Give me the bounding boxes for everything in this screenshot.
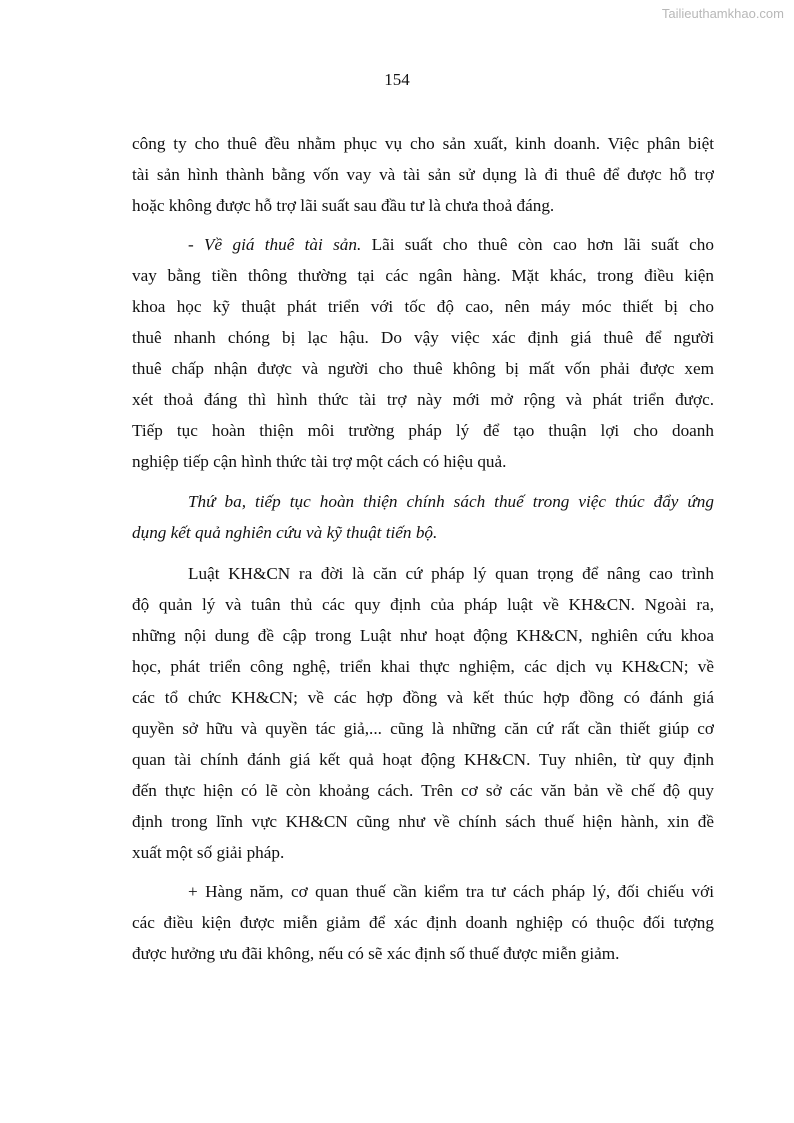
text-line: quyền sở hữu và quyền tác giả,... cũng là những căn cứ rất cần thiết giúp cơ xyxy=(132,719,714,738)
text-line: các tổ chức KH&CN; về các hợp đồng và kết thúc hợp đồng có đánh giá xyxy=(132,688,714,707)
paragraph-4 xyxy=(132,558,714,868)
text-line: xuất một số giải pháp. xyxy=(132,843,285,862)
paragraph-5 xyxy=(132,876,714,969)
text-line: học, phát triển công nghệ, triển khai thực nghiệm, các dịch vụ KH&CN; về xyxy=(132,657,714,676)
text-line: được hưởng ưu đãi không, nếu có sẽ xác định số thuế được miễn giảm. xyxy=(132,944,620,963)
text-line: Thứ ba, tiếp tục hoàn thiện chính sách thuế trong việc thúc đẩy ứng xyxy=(188,492,714,511)
text-line: khoa học kỹ thuật phát triển với tốc độ cao, nên máy móc thiết bị cho xyxy=(132,297,714,316)
text-line xyxy=(132,229,714,260)
text-line: tài sản hình thành bằng vốn vay và tài sản sử dụng là đi thuê để được hỗ trợ xyxy=(132,165,714,184)
text-line: dụng kết quả nghiên cứu và kỹ thuật tiến bộ. xyxy=(132,523,438,542)
paragraph-1 xyxy=(132,128,714,221)
text-line: định trong lĩnh vực KH&CN cũng như về chính sách thuế hiện hành, xin đề xyxy=(132,812,714,831)
paragraph-2 xyxy=(132,229,714,477)
text-line: quan tài chính đánh giá kết quả hoạt động KH&CN. Tuy nhiên, từ quy định xyxy=(132,750,714,769)
text-line: nghiệp tiếp cận hình thức tài trợ một cách có hiệu quả. xyxy=(132,452,507,471)
lead-rest: Lãi suất cho thuê còn cao hơn lãi suất cho xyxy=(361,235,714,254)
text-line: những nội dung đề cập trong Luật như hoạt động KH&CN, nghiên cứu khoa xyxy=(132,626,714,645)
text-line: Tiếp tục hoàn thiện môi trường pháp lý để tạo thuận lợi cho doanh xyxy=(132,421,714,440)
watermark: Tailieuthamkhao.com xyxy=(661,6,784,21)
paragraph-3-italic-heading xyxy=(132,486,714,548)
text-line: hoặc không được hỗ trợ lãi suất sau đầu tư là chưa thoả đáng. xyxy=(132,196,555,215)
text-line: các điều kiện được miễn giảm để xác định doanh nghiệp có thuộc đối tượng xyxy=(132,913,714,932)
page-number: 154 xyxy=(384,70,410,89)
text-line: Luật KH&CN ra đời là căn cứ pháp lý quan trọng để nâng cao trình xyxy=(188,564,714,583)
text-line: vay bằng tiền thông thường tại các ngân hàng. Mặt khác, trong điều kiện xyxy=(132,266,714,285)
text-line: công ty cho thuê đều nhằm phục vụ cho sản xuất, kinh doanh. Việc phân biệt xyxy=(132,134,714,153)
text-line: thuê nhanh chóng bị lạc hậu. Do vậy việc xác định giá thuê để người xyxy=(132,328,714,347)
text-line: xét thoả đáng thì hình thức tài trợ này mới mở rộng và phát triển được. xyxy=(132,390,714,409)
text-line: độ quản lý và tuân thủ các quy định của pháp luật về KH&CN. Ngoài ra, xyxy=(132,595,714,614)
italic-lead: - Về giá thuê tài sản. xyxy=(188,235,362,254)
text-line: đến thực hiện có lẽ còn khoảng cách. Trên cơ sở các văn bản về chế độ quy xyxy=(132,781,714,800)
text-line: thuê chấp nhận được và người cho thuê không bị mất vốn phải được xem xyxy=(132,359,714,378)
text-line: + Hàng năm, cơ quan thuế cần kiểm tra tư cách pháp lý, đối chiếu với xyxy=(188,882,714,901)
